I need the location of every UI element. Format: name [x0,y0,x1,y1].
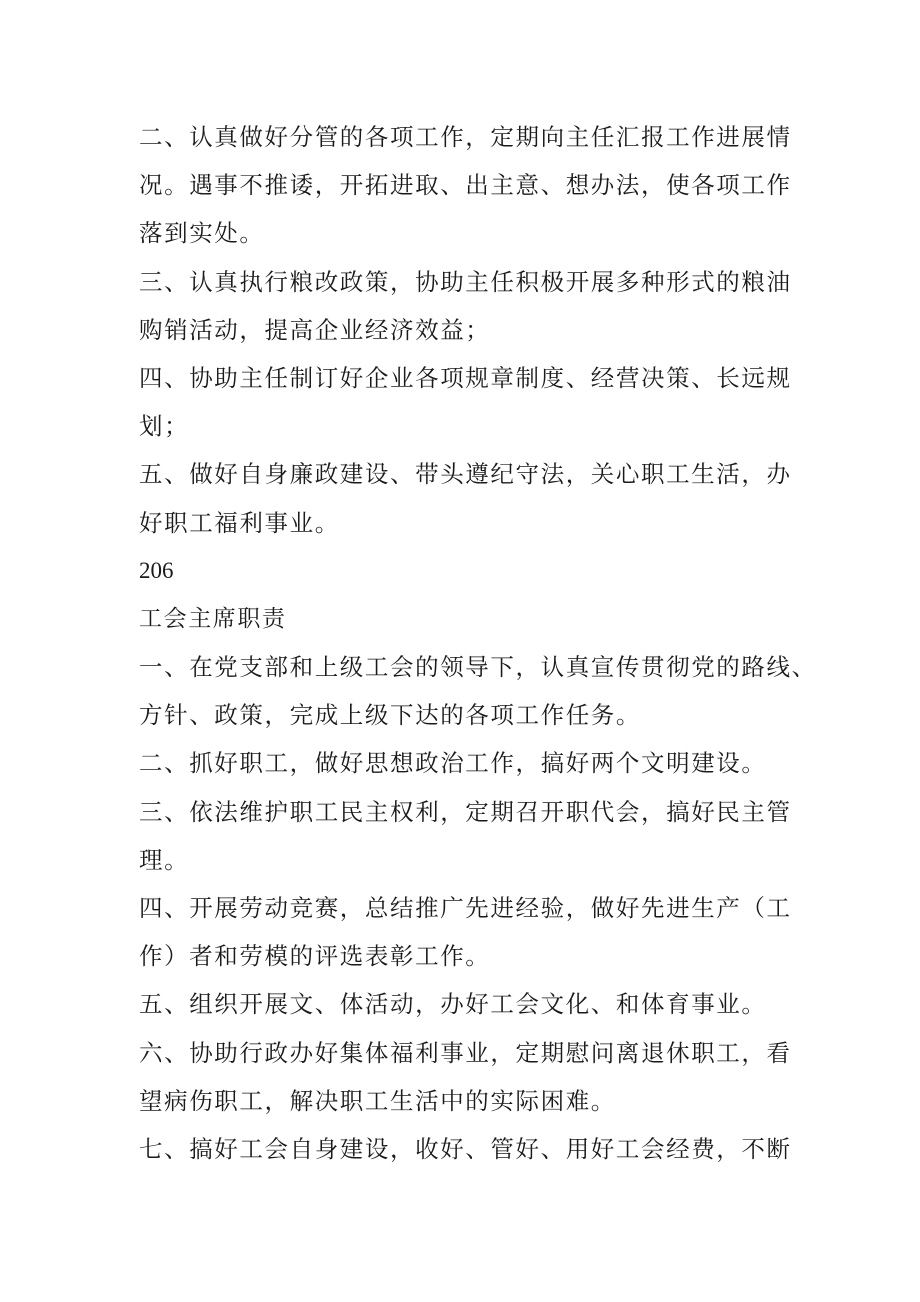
union-duty-item-3-line-1: 三、依法维护职工民主权利，定期召开职代会，搞好民主管 [139,797,792,826]
duty-item-4-line-1: 四、协助主任制订好企业各项规章制度、经营决策、长远规 [139,363,792,392]
duty-item-3-line-2: 购销活动，提高企业经济效益； [139,315,491,344]
duty-item-4 [139,354,792,450]
duty-item-2-line-2: 况。遇事不推诿，开拓进取、出主意、想办法，使各项工作 [139,171,792,200]
duty-item-3-line-1: 三、认真执行粮改政策，协助主任积极开展多种形式的粮油 [139,267,792,296]
document-body [139,113,817,1173]
union-duty-item-4 [139,884,792,980]
union-duty-item-1 [139,643,817,739]
duty-item-5 [139,450,792,546]
page-number: 206 [139,557,174,583]
union-duty-item-2-line-1: 二、抓好职工，做好思想政治工作，搞好两个文明建设。 [139,749,767,778]
union-duty-item-5-line-1: 五、组织开展文、体活动，办好工会文化、和体育事业。 [139,990,767,1019]
duty-item-5-line-1: 五、做好自身廉政建设、带头遵纪守法，关心职工生活，办 [139,460,792,489]
duty-item-2-line-1: 二、认真做好分管的各项工作，定期向主任汇报工作进展情 [139,123,792,151]
union-duty-item-7-line-1: 七、搞好工会自身建设，收好、管好、用好工会经费，不断 [139,1134,792,1163]
union-duty-item-6 [139,1029,792,1125]
union-duty-item-6-line-1: 六、协助行政办好集体福利事业，定期慰问离退休职工，看 [139,1038,792,1067]
union-duty-item-6-line-2: 望病伤职工，解决职工生活中的实际困难。 [139,1086,616,1115]
union-duty-item-1-line-1: 一、在党支部和上级工会的领导下，认真宣传贯彻党的路线、 [139,653,817,682]
union-duty-item-2 [139,739,789,787]
union-duty-item-3-line-2: 理。 [139,845,190,874]
union-duty-item-5 [139,980,789,1028]
union-duty-item-4-line-1: 四、开展劳动竞赛，总结推广先进经验，做好先进生产（工 [139,894,792,922]
duty-item-5-line-2: 好职工福利事业。 [139,508,340,537]
duty-item-3 [139,258,792,354]
section-title-union-chair: 工会主席职责 [139,605,287,632]
union-duty-item-4-line-2: 作）者和劳模的评选表彰工作。 [139,942,491,971]
duty-item-2 [139,113,792,258]
union-duty-item-7 [139,1125,792,1173]
union-duty-item-1-line-2: 方针、政策，完成上级下达的各项工作任务。 [139,701,641,730]
union-duty-item-3 [139,788,792,884]
duty-item-4-line-2: 划； [139,412,190,441]
duty-item-2-line-3: 落到实处。 [139,219,265,248]
